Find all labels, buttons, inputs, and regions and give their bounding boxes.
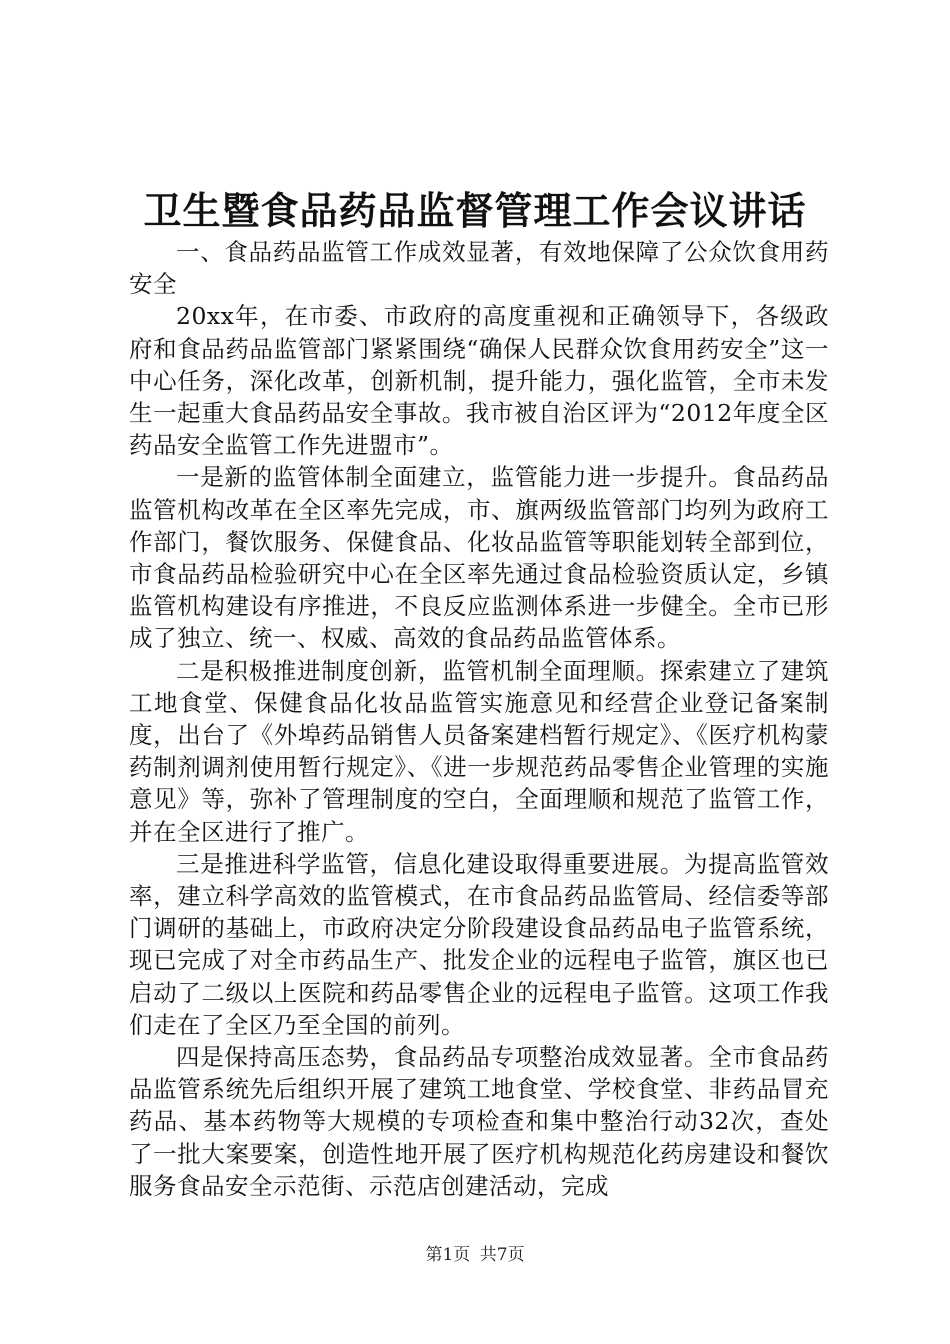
page-footer bbox=[0, 1243, 950, 1267]
body-paragraph: 四是保持高压态势，食品药品专项整治成效显著。全市食品药品监管系统先后组织开展了建筑工地食堂、学校食堂、非药品冒充药品、基本药物等大规模的专项检查和集中整治行动32次，查处了一批大案要案，创造性地开展了医疗机构规范化药房建设和餐饮服务食品安全示范街、示范店创建活动，完成 bbox=[129, 1043, 829, 1200]
body-paragraph: 三是推进科学监管，信息化建设取得重要进展。为提高监管效率，建立科学高效的监管模式，在市食品药品监管局、经信委等部门调研的基础上，市政府决定分阶段建设食品药品电子监管系统，现已完成了对全市药品生产、批发企业的远程电子监管，旗区也已启动了二级以上医院和药品零售企业的远程电子监管。这项工作我们走在了全区乃至全国的前列。 bbox=[129, 849, 829, 1039]
body-paragraph: 一是新的监管体制全面建立，监管能力进一步提升。食品药品监管机构改革在全区率先完成，市、旗两级监管部门均列为政府工作部门，餐饮服务、保健食品、化妆品监管等职能划转全部到位，市食品药品检验研究中心在全区率先通过食品检验资质认定，乡镇监管机构建设有序推进，不良反应监测体系进一步健全。全市已形成了独立、统一、权威、高效的食品药品监管体系。 bbox=[129, 463, 829, 653]
page-number: 第1页 bbox=[425, 1245, 471, 1265]
body-paragraph: 二是积极推进制度创新，监管机制全面理顺。探索建立了建筑工地食堂、保健食品化妆品监管实施意见和经营企业登记备案制度，出台了《外埠药品销售人员备案建档暂行规定》、《医疗机构蒙药制剂调剂使用暂行规定》、《进一步规范药品零售企业管理的实施意见》等，弥补了管理制度的空白，全面理顺和规范了监管工作，并在全区进行了推广。 bbox=[129, 656, 829, 846]
section-heading: 一、食品药品监管工作成效显著，有效地保障了公众饮食用药安全 bbox=[129, 238, 829, 299]
document-body bbox=[129, 236, 829, 1202]
page-total: 共7页 bbox=[479, 1245, 525, 1265]
document-title: 卫生暨食品药品监督管理工作会议讲话 bbox=[143, 188, 807, 233]
body-paragraph: 20xx年，在市委、市政府的高度重视和正确领导下，各级政府和食品药品监管部门紧紧围绕“确保人民群众饮食用药安全”这一中心任务，深化改革，创新机制，提升能力，强化监管，全市未发生一起重大食品药品安全事故。我市被自治区评为“2012年度全区药品安全监管工作先进盟市”。 bbox=[129, 302, 829, 460]
